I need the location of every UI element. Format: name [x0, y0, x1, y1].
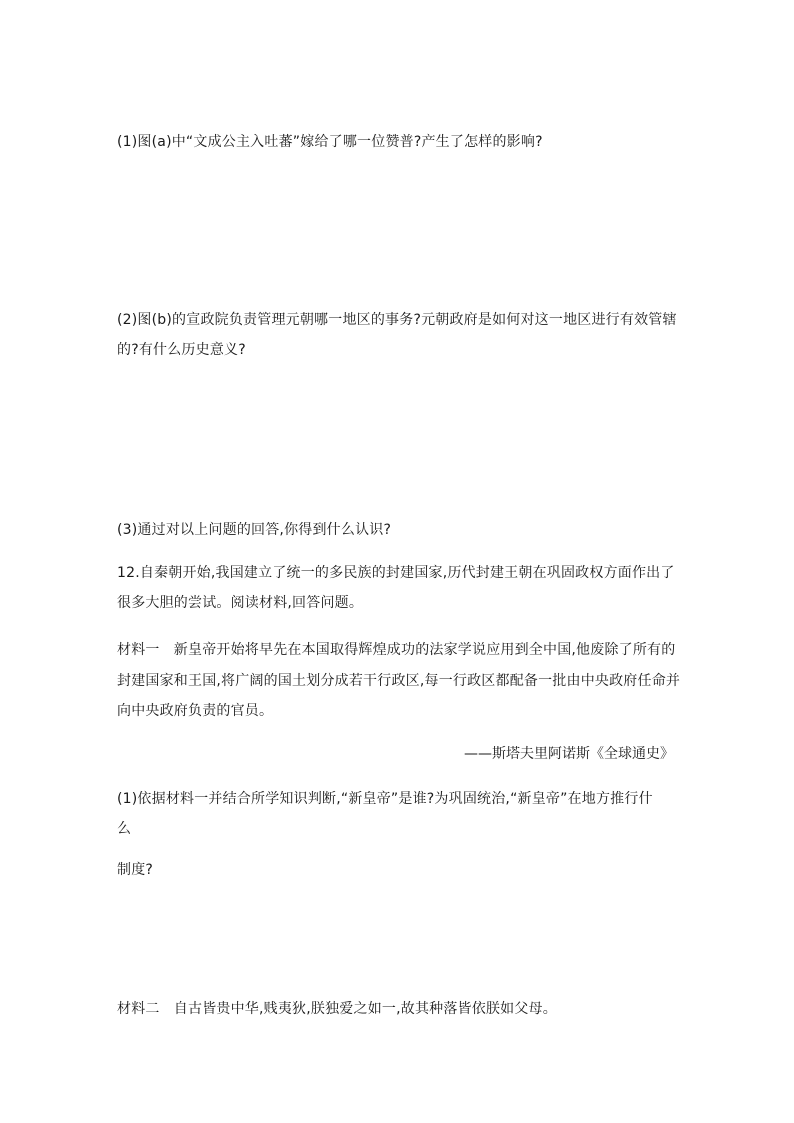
sub-question-1-line-1: (1)依据材料一并结合所学知识判断,“新皇帝”是谁?为巩固统治,“新皇帝”在地方推行什	[117, 791, 653, 807]
question-1-text: (1)图(a)中“文成公主入吐蕃”嫁给了哪一位赞普?产生了怎样的影响?	[117, 134, 543, 150]
question-2-line-2: 的?有什么历史意义?	[117, 342, 246, 358]
material-1-line-2: 封建国家和王国,将广阔的国土划分成若干行政区,每一行政区都配备一批由中央政府任命并	[117, 673, 681, 689]
sub-question-1-line-3: 制度?	[117, 862, 154, 878]
question-3-text: (3)通过对以上问题的回答,你得到什么认识?	[117, 522, 392, 538]
question-12-line-1: 12.自秦朝开始,我国建立了统一的多民族的封建国家,历代封建王朝在巩固政权方面作出了	[117, 565, 675, 581]
question-2-line-1: (2)图(b)的宣政院负责管理元朝哪一地区的事务?元朝政府是如何对这一地区进行有效管辖	[117, 312, 677, 328]
material-1-line-1: 材料一 新皇帝开始将早先在本国取得辉煌成功的法家学说应用到全中国,他废除了所有的	[117, 642, 676, 658]
question-12-line-2: 很多大胆的尝试。阅读材料,回答问题。	[117, 595, 364, 611]
material-1-line-3: 向中央政府负责的官员。	[117, 703, 274, 719]
material-2-text: 材料二 自古皆贵中华,贱夷狄,朕独爱之如一,故其种落皆依朕如父母。	[117, 1001, 557, 1017]
sub-question-1-line-2: 么	[117, 821, 132, 837]
material-1-source: ——斯塔夫里阿诺斯《全球通史》	[464, 746, 674, 762]
